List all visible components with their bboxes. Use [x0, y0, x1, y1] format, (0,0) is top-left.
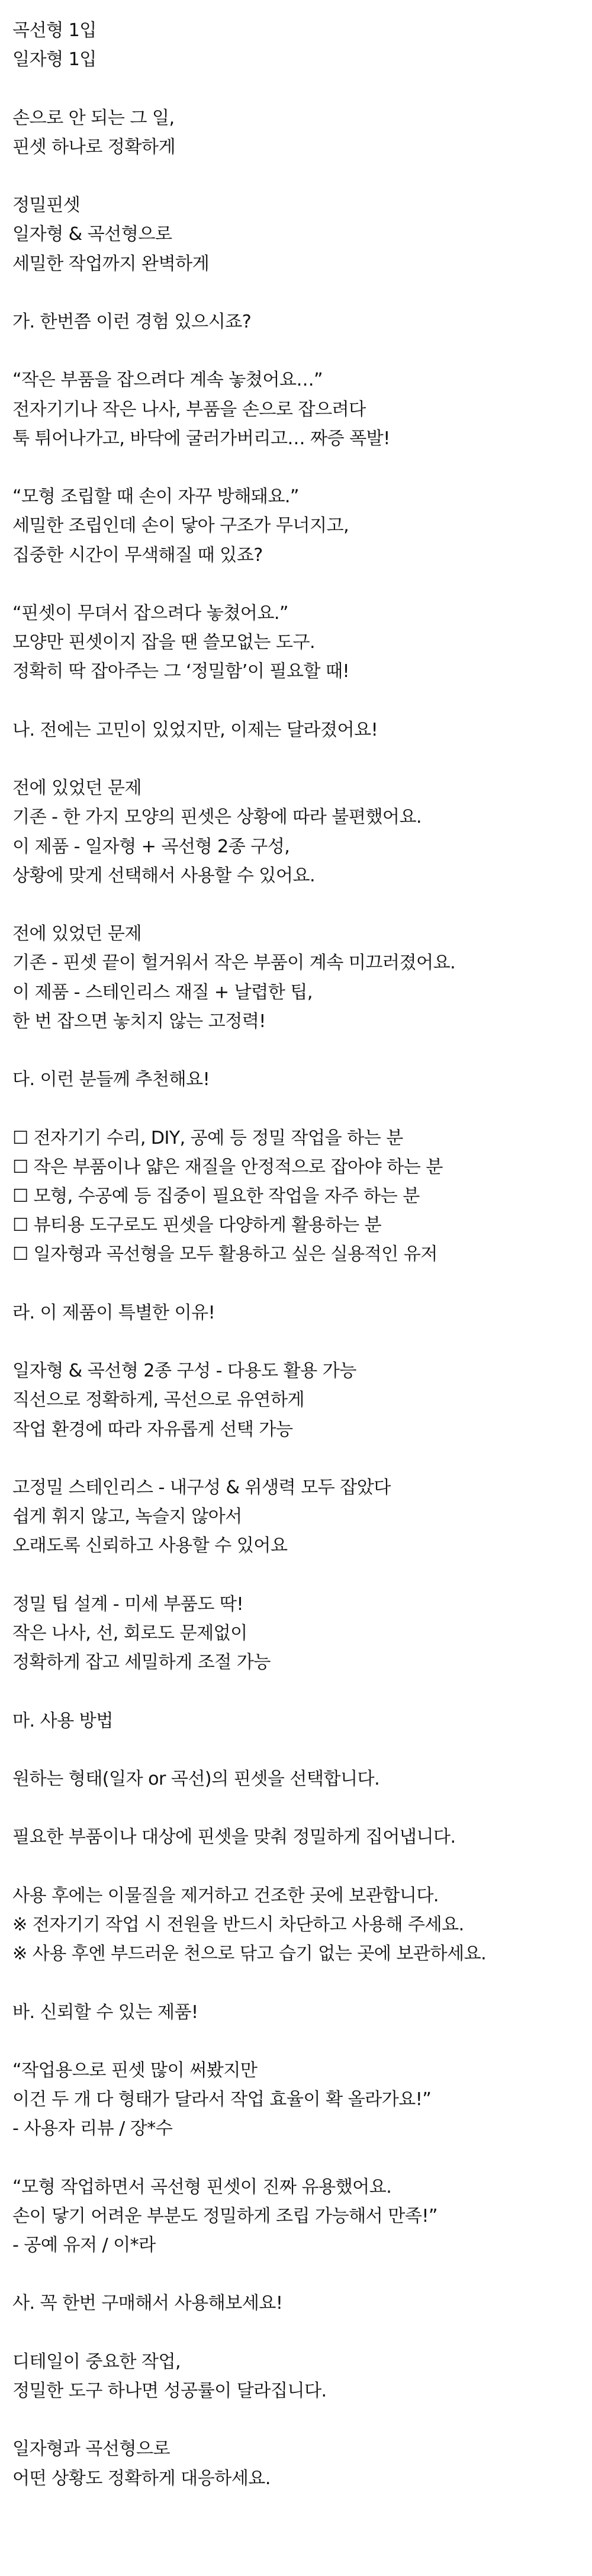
paragraph-spacer — [12, 1735, 592, 1765]
text-line: 정확하게 잡고 세밀하게 조절 가능 — [12, 1652, 271, 1673]
text-line: “모형 조립할 때 손이 자꾸 방해돼요.” — [12, 486, 299, 508]
paragraph-spacer — [12, 2027, 592, 2056]
text-line: 핀셋 하나로 정확하게 — [12, 136, 176, 158]
paragraph-spacer — [12, 1794, 592, 1823]
text-line: - 공예 유저 / 이*라 — [12, 2235, 156, 2256]
paragraph-spacer — [12, 278, 592, 307]
text-line: 직선으로 정확하게, 곡선으로 유연하게 — [12, 1390, 304, 1411]
text-line: 라. 이 제품이 특별한 이유! — [12, 1302, 215, 1323]
text-line: 가. 한번쯤 이런 경험 있으시죠? — [12, 311, 252, 332]
text-line: 모양만 핀셋이지 잡을 땐 쓸모없는 도구. — [12, 632, 315, 653]
paragraph-spacer — [12, 686, 592, 716]
paragraph-spacer — [12, 2144, 592, 2173]
paragraph-spacer — [12, 1444, 592, 1473]
paragraph-spacer — [12, 162, 592, 191]
text-line: 이 제품 - 일자형 + 곡선형 2종 구성, — [12, 836, 290, 857]
text-line: 곡선형 1입 — [12, 20, 96, 41]
text-line: “핀셋이 무뎌서 잡으려다 놓쳤어요.” — [12, 602, 288, 624]
paragraph-spacer — [12, 745, 592, 774]
paragraph-spacer — [12, 890, 592, 919]
text-line: ※ 전자기기 작업 시 전원을 반드시 차단하고 사용해 주세요. — [12, 1914, 464, 1935]
paragraph-spacer — [12, 570, 592, 599]
text-line: - 사용자 리뷰 / 장*수 — [12, 2118, 173, 2139]
text-line: 일자형 & 곡선형으로 — [12, 224, 172, 245]
text-line: 일자형 1입 — [12, 49, 96, 70]
paragraph-spacer — [12, 1968, 592, 1997]
text-line: 오래도록 신뢰하고 사용할 수 있어요 — [12, 1535, 288, 1557]
text-line: ☐ 뷰티용 도구로도 핀셋을 다양하게 활용하는 분 — [12, 1215, 382, 1236]
text-line: ☐ 작은 부품이나 얇은 재질을 안정적으로 잡아야 하는 분 — [12, 1156, 443, 1178]
text-line: “작은 부품을 잡으려다 계속 놓쳤어요…” — [12, 370, 323, 391]
text-line: 일자형과 곡선형으로 — [12, 2439, 170, 2460]
text-line: 필요한 부품이나 대상에 핀셋을 맞춰 정밀하게 집어냅니다. — [12, 1827, 456, 1848]
text-line: 정밀 팁 설계 - 미세 부품도 딱! — [12, 1593, 243, 1615]
text-line: 세밀한 조립인데 손이 닿아 구조가 무너지고, — [12, 515, 349, 537]
paragraph-spacer — [12, 1561, 592, 1590]
paragraph-spacer — [12, 2405, 592, 2434]
text-line: “작업용으로 핀셋 많이 써봤지만 — [12, 2059, 258, 2081]
text-line: ☐ 전자기기 수리, DIY, 공예 등 정밀 작업을 하는 분 — [12, 1127, 403, 1149]
paragraph-spacer — [12, 1094, 592, 1123]
text-line: 전에 있었던 문제 — [12, 923, 141, 945]
text-line: 한 번 잡으면 놓치지 않는 고정력! — [12, 1010, 266, 1032]
text-line: 고정밀 스테인리스 - 내구성 & 위생력 모두 잡았다 — [12, 1477, 391, 1498]
text-line: 기존 - 한 가지 모양의 핀셋은 상황에 따라 불편했어요. — [12, 807, 422, 828]
text-line: 이 제품 - 스테인리스 재질 + 날렵한 팁, — [12, 981, 313, 1003]
text-line: 손으로 안 되는 그 일, — [12, 107, 175, 129]
text-line: 정밀한 도구 하나면 성공률이 달라집니다. — [12, 2381, 327, 2402]
text-line: 툭 튀어나가고, 바닥에 굴러가버리고… 짜증 폭발! — [12, 428, 390, 449]
text-line: 나. 전에는 고민이 있었지만, 이제는 달라졌어요! — [12, 719, 378, 740]
paragraph-spacer — [12, 1327, 592, 1356]
text-line: ※ 사용 후엔 부드러운 천으로 닦고 습기 없는 곳에 보관하세요. — [12, 1943, 487, 1965]
text-line: 마. 사용 방법 — [12, 1710, 113, 1731]
text-line: 전에 있었던 문제 — [12, 778, 141, 799]
paragraph-spacer — [12, 74, 592, 103]
paragraph-spacer — [12, 1036, 592, 1065]
paragraph-spacer — [12, 1852, 592, 1881]
text-line: 집중한 시간이 무색해질 때 있죠? — [12, 544, 263, 566]
text-line: 정확히 딱 잡아주는 그 ‘정밀함’이 필요할 때! — [12, 661, 350, 682]
paragraph-spacer — [12, 2260, 592, 2289]
text-line: 사. 꼭 한번 구매해서 사용해보세요! — [12, 2293, 283, 2314]
text-line: 작업 환경에 따라 자유롭게 선택 가능 — [12, 1419, 293, 1440]
text-line: 이건 두 개 다 형태가 달라서 작업 효율이 확 올라가요!” — [12, 2089, 432, 2110]
paragraph-spacer — [12, 2318, 592, 2347]
paragraph-spacer — [12, 336, 592, 365]
text-line: 손이 닿기 어려운 부분도 정밀하게 조립 가능해서 만족!” — [12, 2205, 437, 2227]
text-line: 어떤 상황도 정확하게 대응하세요. — [12, 2468, 271, 2489]
paragraph-spacer — [12, 1269, 592, 1298]
text-line: 작은 나사, 선, 회로도 문제없이 — [12, 1622, 247, 1644]
text-line: ☐ 일자형과 곡선형을 모두 활용하고 싶은 실용적인 유저 — [12, 1244, 437, 1265]
paragraph-spacer — [12, 1677, 592, 1706]
text-line: 바. 신뢰할 수 있는 제품! — [12, 2001, 198, 2023]
text-line: 상황에 맞게 선택해서 사용할 수 있어요. — [12, 865, 315, 886]
text-line: 전자기기나 작은 나사, 부품을 손으로 잡으려다 — [12, 399, 366, 420]
text-line: 일자형 & 곡선형 2종 구성 - 다용도 활용 가능 — [12, 1361, 356, 1382]
text-line: 세밀한 작업까지 완벽하게 — [12, 253, 210, 274]
text-line: 기존 - 핀셋 끝이 헐거워서 작은 부품이 계속 미끄러졌어요. — [12, 952, 456, 974]
paragraph-spacer — [12, 453, 592, 482]
text-line: 쉽게 휘지 않고, 녹슬지 않아서 — [12, 1506, 242, 1528]
text-line: 디테일이 중요한 작업, — [12, 2351, 181, 2372]
text-line: 다. 이런 분들께 추천해요! — [12, 1069, 210, 1090]
text-line: 원하는 형태(일자 or 곡선)의 핀셋을 선택합니다. — [12, 1768, 380, 1789]
text-line: 정밀핀셋 — [12, 195, 81, 216]
text-line: 사용 후에는 이물질을 제거하고 건조한 곳에 보관합니다. — [12, 1885, 439, 1906]
text-line: “모형 작업하면서 곡선형 핀셋이 진짜 유용했어요. — [12, 2176, 392, 2198]
text-line: ☐ 모형, 수공예 등 집중이 필요한 작업을 자주 하는 분 — [12, 1185, 420, 1207]
